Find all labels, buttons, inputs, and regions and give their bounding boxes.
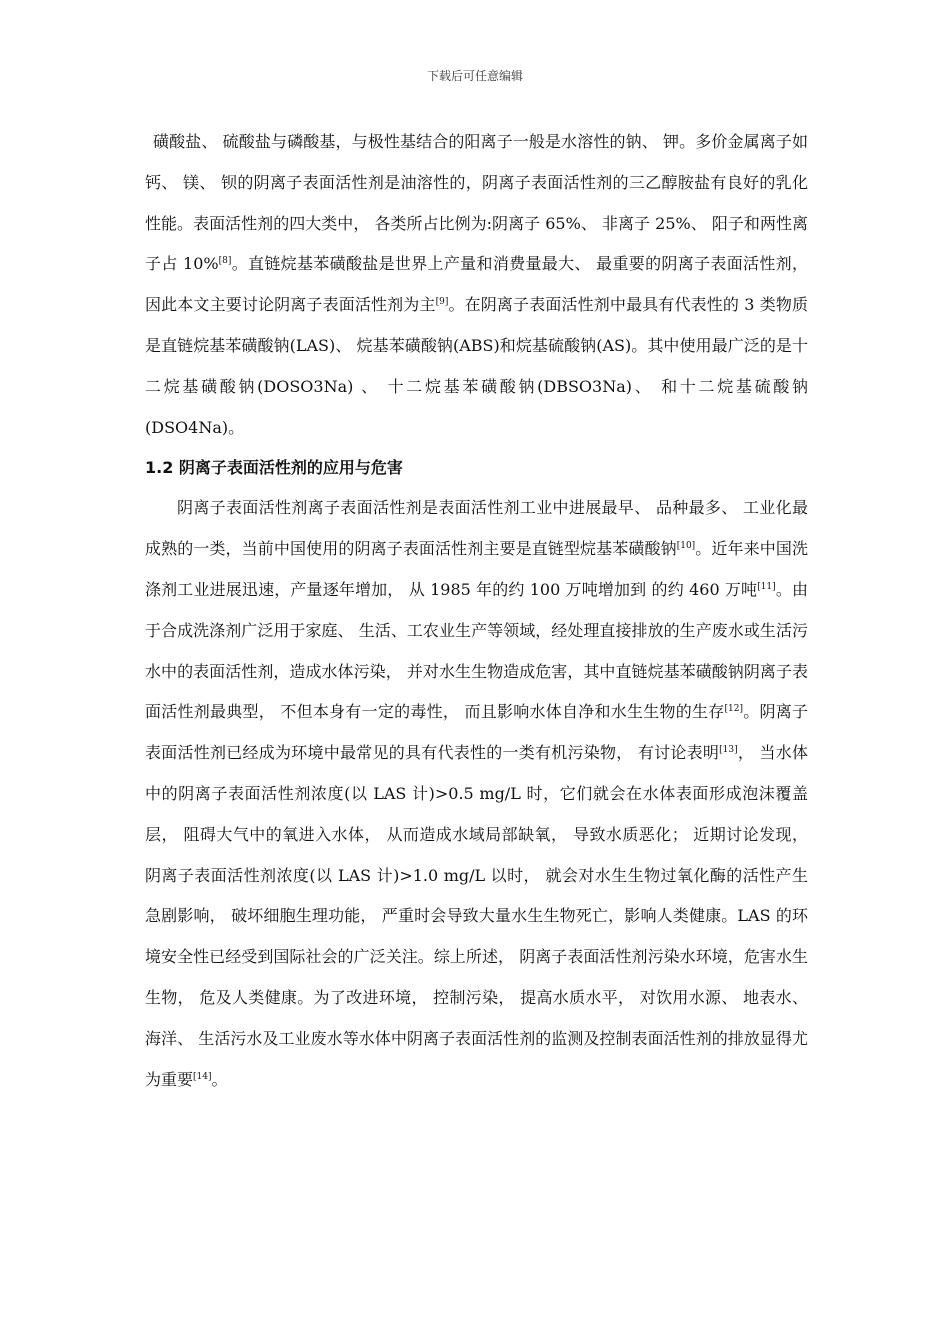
text-run: 。 [211,1069,228,1089]
paragraph-application-hazard [145,488,808,1100]
citation-ref: [10] [676,541,696,552]
citation-ref: [13] [719,745,738,756]
document-body [145,122,808,1100]
text-run: 阴离子表面活性剂离子表面活性剂是表面活性剂工业中进展最早、 品种最多、 工业化最成熟的一类，当前中国使用的阴离子表面活性剂主要是直链型烷基苯磺酸钠 [145,498,808,559]
citation-ref: [11] [757,581,776,592]
citation-ref: [14] [193,1071,212,1082]
section-heading: 1.2 阴离子表面活性剂的应用与危害 [145,458,403,478]
text-run: 。直链烷基苯磺酸盐是世界上产量和消费量最大、 最重要的阴离子表面活性剂，因此本文主要讨论阴离子表面活性剂为主 [145,254,809,315]
citation-ref: [12] [724,704,743,715]
text-run: ， 当水体中的阴离子表面活性剂浓度(以 LAS 计)>0.5 mg/L 时，它们就会在水体表面形成泡沫覆盖层， 阻碍大气中的氧进入水体， 从而造成水域局部缺氧， 导致水质恶化； 近期讨论发现， 阴离子表面活性剂浓度(以 LAS 计)>1.0 mg/L 以时， 就会对水生生物过氧化酶的活性产生急剧影响， 破坏细胞生理功能， 严重时会导致大量水生生物死亡，影响人类健康。LAS 的环境安全性已经受到国际社会的广泛关注。综上所述， 阴离子表面活性剂污染水环境，危害水生生物， 危及人类健康。为了改进环境， 控制污染， 提高水质水平， 对饮用水源、 地表水、 海洋、 生活污水及工业废水等水体中阴离子表面活性剂的监测及控制表面活性剂的排放显得尤为重要 [145,743,808,1089]
paragraph-surfactant-types [145,122,808,448]
text-run: 。在阴离子表面活性剂中最具有代表性的 3 类物质是直链烷基苯磺酸钠(LAS)、 烷基苯磺酸钠(ABS)和烷基硫酸钠(AS)。其中使用最广泛的是十二烷基磺酸钠(DOSO3Na) 、 十二烷基苯磺酸钠(DBSO3Na)、 和十二烷基硫酸钠(DSO4Na)。 [145,295,808,437]
page-header: 下载后可任意编辑 [426,69,523,83]
text-run: 。阴离子表面活性剂已经成为环境中最常见的具有代表性的一类有机污染物， 有讨论表明 [145,702,808,763]
citation-ref: [9] [435,297,449,308]
citation-ref: [8] [218,256,232,267]
text-run: 磺酸盐、 硫酸盐与磷酸基，与极性基结合的阳离子一般是水溶性的钠、 钾。多价金属离子如钙、 镁、 钡的阴离子表面活性剂是油溶性的，阴离子表面活性剂的三乙醇胺盐有良好的乳化性能。表面活性剂的四大类中， 各类所占比例为:阴离子 65%、 非离子 25%、 阳子和两性离子占 10% [145,132,808,274]
text-run: 。由于合成洗涤剂广泛用于家庭、 生活、工农业生产等领域，经处理直接排放的生产废水或生活污水中的表面活性剂，造成水体污染， 并对水生生物造成危害，其中直链烷基苯磺酸钠阴离子表面活性剂最典型， 不但本身有一定的毒性， 而且影响水体自净和水生生物的生存 [145,579,808,722]
text-run: 。近年来中国洗涤剂工业进展迅速，产量逐年增加， 从 1985 年的约 100 万吨增加到 的约 460 万吨 [145,539,808,599]
